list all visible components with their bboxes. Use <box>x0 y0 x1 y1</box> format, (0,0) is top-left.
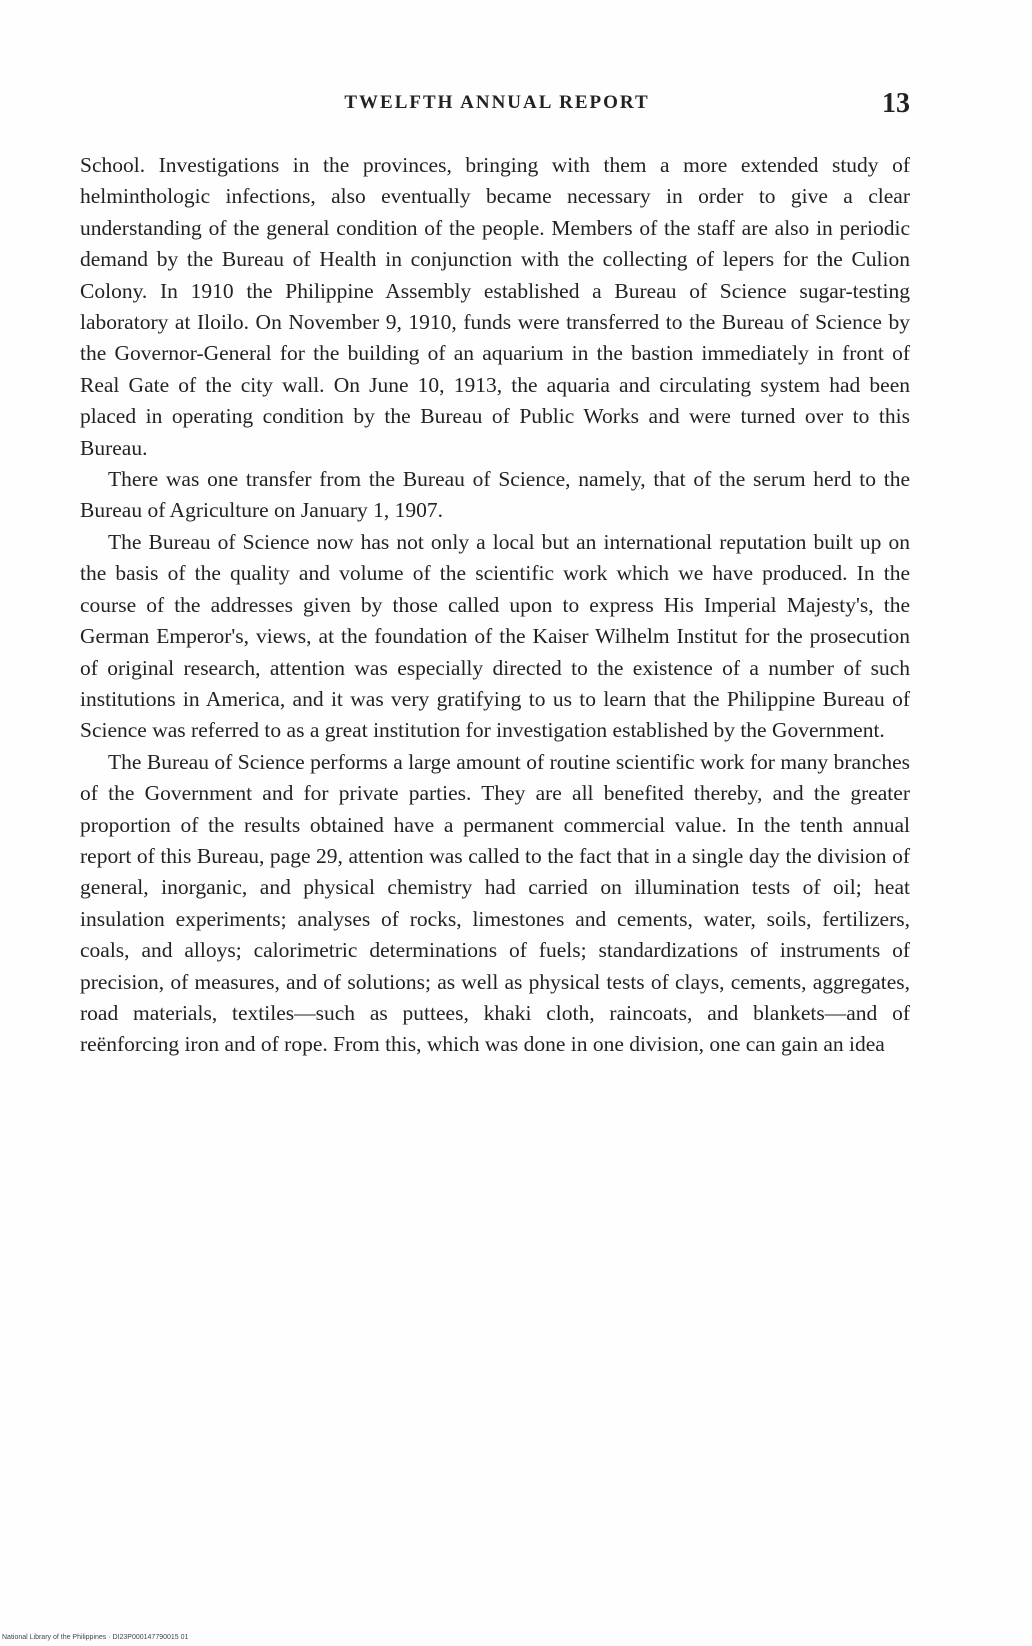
page-number: 13 <box>882 88 910 119</box>
body-text <box>80 150 910 1061</box>
paragraph-continued: School. Investigations in the provinces, bringing with them a more extended study of helminthologic infections, also eventually became necessary in order to give a clear understanding of the general condition of the people. Members of the staff are also in periodic demand by the Bureau of Health in conjunction with the collecting of lepers for the Culion Colony. In 1910 the Philippine Assembly established a Bureau of Science sugar-testing laboratory at Iloilo. On November 9, 1910, funds were transferred to the Bureau of Science by the Governor-General for the building of an aquarium in the bastion immediately in front of Real Gate of the city wall. On June 10, 1913, the aquaria and circulating system had been placed in operating condition by the Bureau of Public Works and were turned over to this Bureau. <box>80 153 910 460</box>
paragraph: There was one transfer from the Bureau of Science, namely, that of the serum herd to the Bureau of Agriculture on January 1, 1907. <box>80 467 910 523</box>
scan-footer-note: National Library of the Philippines · DI23P000147790015 01 <box>2 1634 189 1641</box>
paragraph: The Bureau of Science performs a large amount of routine scientific work for many branches of the Government and for private parties. They are all benefited thereby, and the greater proportion of the results obtained have a permanent commercial value. In the tenth annual report of this Bureau, page 29, attention was called to the fact that in a single day the division of general, inorganic, and physical chemistry had carried on illumination tests of oil; heat insulation experiments; analyses of rocks, limestones and cements, water, soils, fertilizers, coals, and alloys; calorimetric determinations of fuels; standardizations of instruments of precision, of measures, and of solutions; as well as physical tests of clays, cements, aggregates, road materials, textiles—such as puttees, khaki cloth, raincoats, and blankets—and of reënforcing iron and of rope. From this, which was done in one division, one can gain an idea <box>80 749 910 1057</box>
paragraph: The Bureau of Science now has not only a local but an international reputation built up on the basis of the quality and volume of the scientific work which we have produced. In the course of the addresses given by those called upon to express His Imperial Majesty's, the German Emperor's, views, at the foundation of the Kaiser Wilhelm Institut for the prosecution of original research, attention was especially directed to the existence of a number of such institutions in America, and it was very gratifying to us to learn that the Philippine Bureau of Science was referred to as a great institution for investigation established by the Government. <box>80 529 910 743</box>
page-header <box>80 88 914 128</box>
running-title: TWELFTH ANNUAL REPORT <box>344 92 650 113</box>
